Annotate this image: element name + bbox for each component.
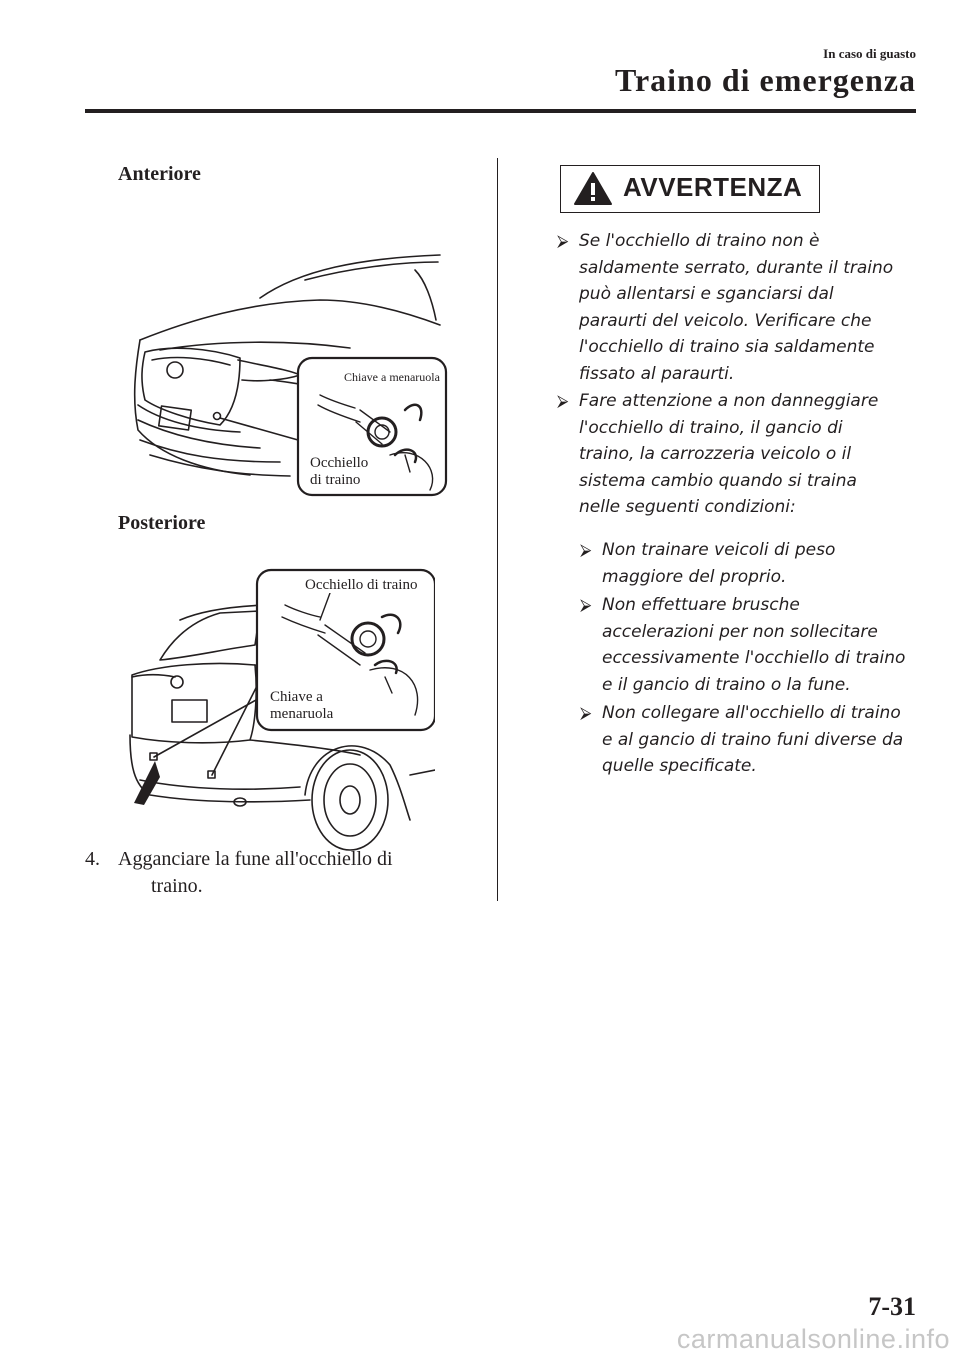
rear-label: Posteriore [118,512,206,534]
warning-icon [573,171,613,207]
warning-subitem [580,700,920,780]
front-label: Anteriore [118,163,201,185]
warning-subitem-line: Non effettuare brusche [602,595,800,615]
warning-subitem-line: quelle specificate. [602,756,757,776]
warning-subitem-line: maggiore del proprio. [602,566,787,587]
warning-item-line: può allentarsi e sganciarsi dal [579,284,834,304]
page-number: 7-31 [868,1292,916,1321]
arrow-bullet-icon: ⮚ [580,703,592,722]
warning-title: AVVERTENZA [623,172,803,202]
warning-item [557,388,917,521]
rear-eye-callout: Occhiello di traino [305,577,418,593]
warning-item-line: nelle seguenti condizioni: [579,497,796,517]
warning-subitem-line: eccessivamente l'occhiello di traino [602,648,906,668]
step-line2: traino. [151,875,203,897]
arrow-bullet-icon: ⮚ [557,231,569,250]
warning-item-line: Se l'occhiello di traino non è [579,231,820,251]
warning-subitem-line: Non trainare veicoli di peso [602,540,836,560]
warning-item-line: l'occhiello di traino sia saldamente [579,337,875,357]
arrow-bullet-icon: ⮚ [580,595,592,614]
arrow-bullet-icon: ⮚ [557,391,569,410]
warning-subitem [580,592,920,698]
warning-sublist [580,537,920,780]
section-label: In caso di guasto [823,46,916,61]
watermark: carmanualsonline.info [676,1324,950,1354]
warning-item-line: paraurti del veicolo. Verificare che [579,310,872,331]
warning-list [557,228,917,521]
front-wrench-callout: Chiave a menaruola [344,370,440,384]
warning-subitem-line: accelerazioni per non sollecitare [602,621,878,642]
warning-item-line: saldamente serrato, durante il traino [579,257,894,278]
warning-subitem-line: e il gancio di traino o la fune. [602,674,851,695]
step-line1: Agganciare la fune all'occhiello di [118,848,393,870]
warning-item [557,228,917,387]
arrow-bullet-icon: ⮚ [580,540,592,559]
front-eye-callout-line2: di traino [310,472,361,488]
warning-item-line: fissato al paraurti. [579,363,735,384]
column-divider [497,158,498,901]
warning-item-line: Fare attenzione a non danneggiare [579,391,879,411]
header-rule [85,109,916,113]
page-title: Traino di emergenza [614,62,916,98]
warning-box [560,165,820,213]
warning-item-line: sistema cambio quando si traina [579,470,857,491]
warning-subitem-line: e al gancio di traino funi diverse da [602,729,904,750]
front-eye-callout-line1: Occhiello [310,455,369,471]
rear-wrench-callout-line2: menaruola [270,706,334,722]
rear-wrench-callout-line1: Chiave a [270,689,323,705]
warning-item-line: traino, la carrozzeria veicolo o il [579,444,852,464]
warning-subitem [580,537,920,590]
warning-item-line: l'occhiello di traino, il gancio di [579,417,843,438]
step-number: 4. [85,848,100,870]
warning-subitem-line: Non collegare all'occhiello di traino [602,703,901,723]
